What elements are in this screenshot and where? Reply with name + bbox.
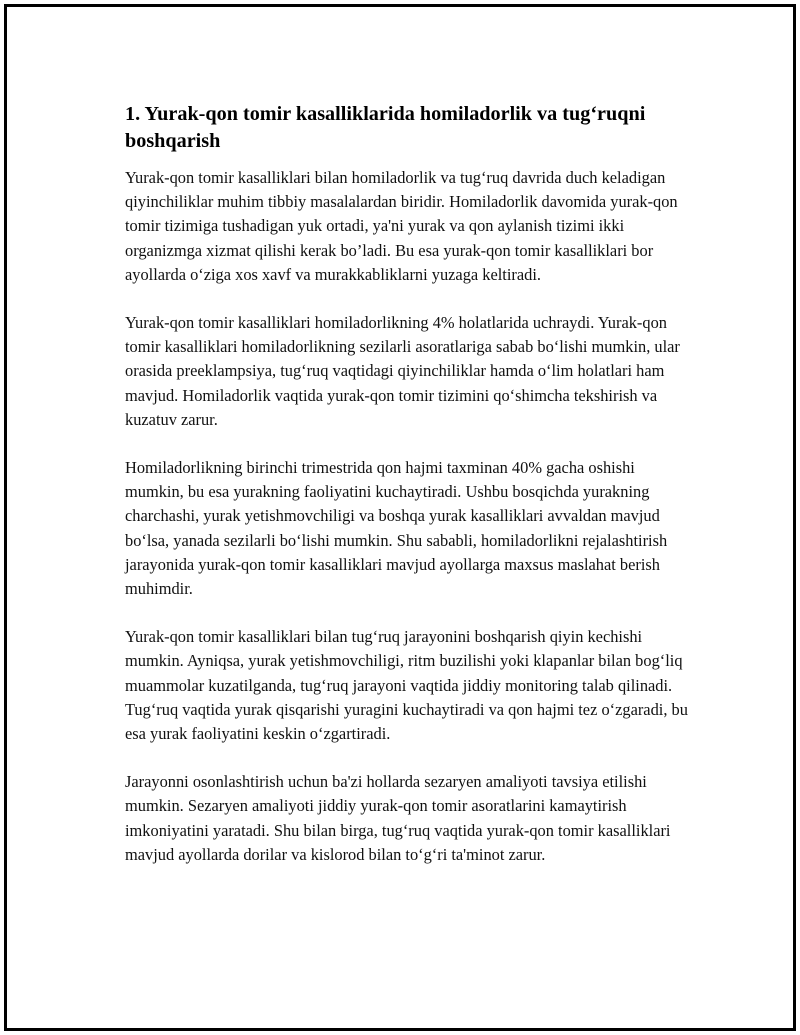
paragraph-1: Yurak-qon tomir kasalliklari bilan homiladorlik va tug‘ruq davrida duch keladigan qiyinchiliklar muhim tibbiy masalalardan biridir. Homiladorlik davomida yurak-qon tomir tizimiga tushadigan yuk ortadi, ya'ni yurak va qon aylanish tizimi ikki organizmga xizmat qilishi kerak bo’ladi. Bu esa yurak-qon tomir kasalliklari bor ayollarda o‘ziga xos xavf va murakkabliklarni yuzaga keltiradi. (125, 168, 678, 284)
document-body (125, 101, 697, 891)
page-frame (4, 4, 796, 1031)
section-heading: 1. Yurak-qon tomir kasalliklarida homiladorlik va tug‘ruqni boshqarish (125, 103, 646, 152)
paragraph-2: Yurak-qon tomir kasalliklari homiladorlikning 4% holatlarida uchraydi. Yurak-qon tomir kasalliklari homiladorlikning sezilarli asoratlariga sabab bo‘lishi mumkin, ular orasida preeklampsiya, tug‘ruq vaqtidagi qiyinchiliklar hamda o‘lim holatlari ham mavjud. Homiladorlik vaqtida yurak-qon tomir tizimini qo‘shimcha tekshirish va kuzatuv zarur. (125, 313, 680, 429)
paragraph-5: Jarayonni osonlashtirish uchun ba'zi hollarda sezaryen amaliyoti tavsiya etilishi mumkin. Sezaryen amaliyoti jiddiy yurak-qon tomir asoratlarini kamaytirish imkoniyatini yaratadi. Shu bilan birga, tug‘ruq vaqtida yurak-qon tomir kasalliklari mavjud ayollarda dorilar va kislorod bilan to‘g‘ri ta'minot zarur. (125, 772, 671, 864)
paragraph-3: Homiladorlikning birinchi trimestrida qon hajmi taxminan 40% gacha oshishi mumkin, bu esa yurakning faoliyatini kuchaytiradi. Ushbu bosqichda yurakning charchashi, yurak yetishmovchiligi va boshqa yurak kasalliklari avvaldan mavjud bo‘lsa, yanada sezilarli bo‘lishi mumkin. Shu sababli, homiladorlikni rejalashtirish jarayonida yurak-qon tomir kasalliklari mavjud ayollarga maxsus maslahat berish muhimdir. (125, 458, 668, 599)
paragraph-4: Yurak-qon tomir kasalliklari bilan tug‘ruq jarayonini boshqarish qiyin kechishi mumkin. Ayniqsa, yurak yetishmovchiligi, ritm buzilishi yoki klapanlar bilan bog‘liq muammolar kuzatilganda, tug‘ruq jarayoni vaqtida jiddiy monitoring talab qilinadi. Tug‘ruq vaqtida yurak qisqarishi yuragini kuchaytiradi va qon hajmi tez o‘zgaradi, bu esa yurak faoliyatini keskin o‘zgartiradi. (125, 627, 688, 744)
